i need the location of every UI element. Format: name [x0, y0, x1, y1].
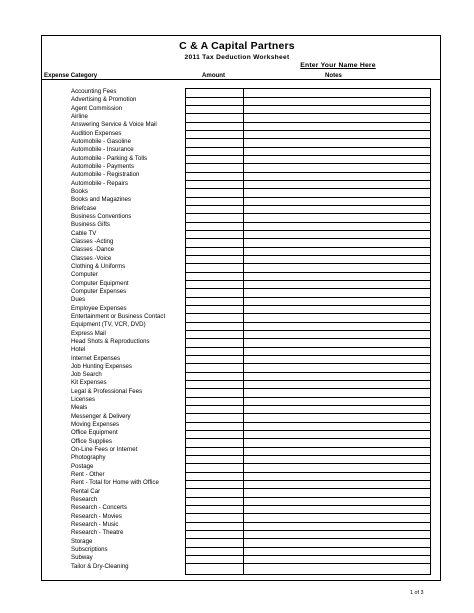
page-number: 1 of 3 [410, 590, 424, 596]
expense-item: Business Conventions [71, 212, 132, 220]
grid-row-line [186, 97, 430, 98]
grid-row-line [186, 405, 430, 406]
expense-item: Airline [71, 112, 88, 120]
expense-item: Tailor & Dry-Cleaning [71, 562, 129, 570]
grid-row-line [186, 388, 430, 389]
expense-item: Storage [71, 537, 93, 545]
grid-row-line [186, 288, 430, 289]
grid-row-line [186, 380, 430, 381]
grid-row-line [186, 255, 430, 256]
expense-item: Office Supplies [71, 437, 112, 445]
expense-item: Computer Equipment [71, 279, 129, 287]
grid-row-line [186, 472, 430, 473]
expense-item: Internet Expenses [71, 354, 121, 362]
expense-item: Head Shots & Reproductions [71, 337, 150, 345]
grid-row-line [186, 247, 430, 248]
notes-header: Notes [325, 72, 342, 79]
expense-category-header: Expense Category [44, 72, 98, 79]
grid-row-line [186, 447, 430, 448]
grid-row-line [186, 272, 430, 273]
grid-row-line [186, 297, 430, 298]
grid-row-line [186, 330, 430, 331]
grid-row-line [186, 105, 430, 106]
expense-item: Classes -Voice [71, 254, 112, 262]
grid-row-line [186, 305, 430, 306]
grid-row-line [186, 438, 430, 439]
expense-item: Rent - Total for Home with Office [71, 479, 159, 487]
grid-row-line [186, 363, 430, 364]
expense-item: Photography [71, 454, 106, 462]
expense-item: Job Hunting Expenses [71, 362, 132, 370]
expense-item: Dues [71, 296, 86, 304]
entry-grid[interactable] [185, 88, 431, 575]
grid-row-line [186, 197, 430, 198]
expense-item: Books [71, 187, 88, 195]
grid-row-line [186, 213, 430, 214]
expense-item: Clothing & Uniforms [71, 262, 126, 270]
grid-row-line [186, 263, 430, 264]
grid-row-line [186, 347, 430, 348]
grid-row-line [186, 413, 430, 414]
grid-row-line [186, 147, 430, 148]
grid-row-line [186, 522, 430, 523]
header-divider [41, 79, 441, 80]
expense-item: Classes -Acting [71, 237, 114, 245]
expense-item: Automobile - Parking & Tolls [71, 154, 148, 162]
expense-item: Classes -Dance [71, 246, 115, 254]
expense-item: Express Mail [71, 329, 106, 337]
expense-item: Legal & Professional Fees [71, 387, 143, 395]
grid-row-line [186, 538, 430, 539]
grid-row-line [186, 138, 430, 139]
grid-row-line [186, 163, 430, 164]
grid-row-line [186, 230, 430, 231]
amount-notes-divider [243, 89, 244, 574]
grid-row-line [186, 155, 430, 156]
grid-row-line [186, 180, 430, 181]
expense-item: Audition Expenses [71, 129, 122, 137]
grid-row-line [186, 488, 430, 489]
grid-row-line [186, 372, 430, 373]
expense-item: Agent Commission [71, 104, 123, 112]
grid-row-line [186, 313, 430, 314]
grid-row-line [186, 463, 430, 464]
grid-row-line [186, 113, 430, 114]
grid-row-line [186, 188, 430, 189]
grid-row-line [186, 122, 430, 123]
grid-row-line [186, 422, 430, 423]
expense-item: Subway [71, 554, 93, 562]
grid-row-line [186, 563, 430, 564]
grid-row-line [186, 480, 430, 481]
expense-item: Subscriptions [71, 546, 108, 554]
expense-item: Briefcase [71, 204, 97, 212]
grid-row-line [186, 455, 430, 456]
expense-item: Automobile - Repairs [71, 179, 128, 187]
expense-item: Books and Magazines [71, 196, 131, 204]
grid-row-line [186, 430, 430, 431]
grid-row-line [186, 322, 430, 323]
grid-row-line [186, 130, 430, 131]
expense-item: Automobile - Insurance [71, 146, 134, 154]
expense-item: Automobile - Payments [71, 162, 134, 170]
expense-item: Hotel [71, 346, 86, 354]
expense-item: Messenger & Delivery [71, 412, 131, 420]
company-title: C & A Capital Partners [179, 40, 295, 52]
grid-row-line [186, 338, 430, 339]
expense-item: Research - Music [71, 521, 119, 529]
expense-item: Employee Expenses [71, 304, 127, 312]
grid-row-line [186, 280, 430, 281]
expense-item: Answering Service & Voice Mail [71, 121, 157, 129]
expense-item: Computer [71, 271, 98, 279]
worksheet-subtitle: 2011 Tax Deduction Worksheet [184, 54, 290, 61]
amount-header: Amount [202, 72, 226, 79]
expense-item: Moving Expenses [71, 421, 120, 429]
expense-item: Office Equipment [71, 429, 118, 437]
expense-item: Business Gifts [71, 221, 110, 229]
expense-item: Rent - Other [71, 471, 105, 479]
grid-row-line [186, 355, 430, 356]
grid-row-line [186, 497, 430, 498]
expense-item: Cable TV [71, 229, 97, 237]
grid-row-line [186, 222, 430, 223]
grid-row-line [186, 205, 430, 206]
expense-item: Job Search [71, 371, 102, 379]
expense-item: Automobile - Gasoline [71, 137, 131, 145]
expense-item: Research [71, 496, 98, 504]
grid-row-line [186, 397, 430, 398]
expense-item: Rental Car [71, 487, 101, 495]
expense-item: Equipment (TV, VCR, DVD) [71, 321, 146, 329]
expense-item: Accounting Fees [71, 88, 117, 95]
expense-item: Kit Expenses [71, 379, 107, 387]
expense-item: Meals [71, 404, 88, 412]
grid-row-line [186, 172, 430, 173]
grid-row-line [186, 505, 430, 506]
expense-item: Research - Movies [71, 512, 122, 520]
expense-item: Research - Concerts [71, 504, 127, 512]
expense-item: On-Line Fees or Internet [71, 446, 138, 454]
expense-item: Research - Theatre [71, 529, 124, 537]
expense-item: Advertising & Promotion [71, 96, 137, 104]
expense-category-list [71, 88, 189, 571]
expense-item: Postage [71, 462, 94, 470]
grid-row-line [186, 513, 430, 514]
expense-item: Entertainment or Business Contact [71, 312, 166, 320]
expense-item: Automobile - Registration [71, 171, 140, 179]
expense-item: Computer Expenses [71, 287, 127, 295]
grid-row-line [186, 555, 430, 556]
enter-name-field[interactable]: Enter Your Name Here [300, 62, 376, 69]
grid-row-line [186, 238, 430, 239]
grid-row-line [186, 547, 430, 548]
grid-row-line [186, 530, 430, 531]
expense-item: Licenses [71, 396, 96, 404]
